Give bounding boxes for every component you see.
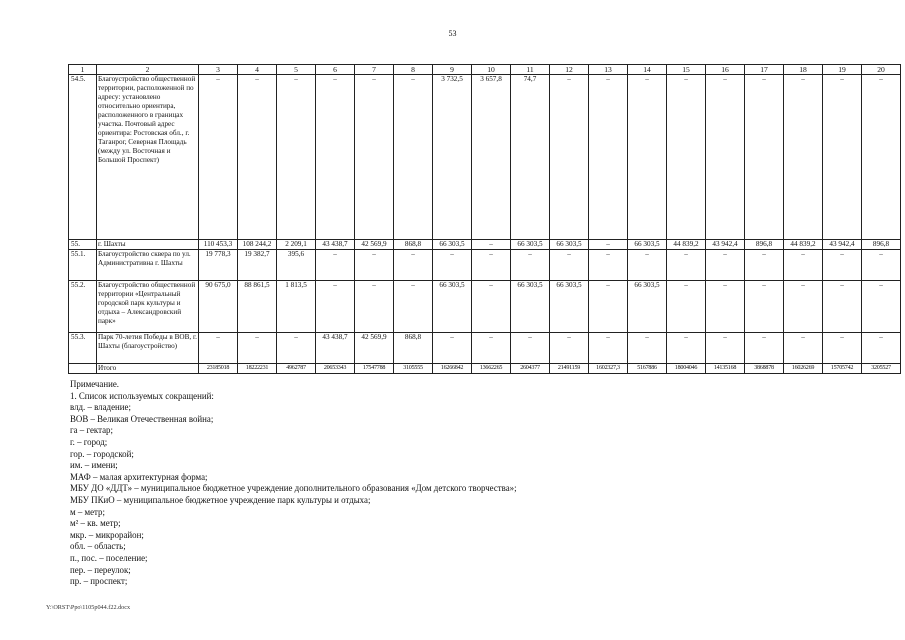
value-cell: – [706,333,745,364]
row-number: 54.5. [69,75,97,240]
note-line: МБУ ПКиО – муниципальное бюджетное учреждение парк культуры и отдыха; [70,494,371,505]
column-number: 4 [238,65,277,75]
note-line: м – метр; [70,506,105,517]
value-cell: – [706,250,745,281]
value-cell: – [784,281,823,333]
column-number: 9 [433,65,472,75]
value-cell: – [706,281,745,333]
column-number: 2 [97,65,199,75]
value-cell: 395,6 [277,250,316,281]
value-cell: 88 861,5 [238,281,277,333]
value-cell: – [550,333,589,364]
value-cell: – [199,333,238,364]
row-number: 55.3. [69,333,97,364]
value-cell: 1602327,3 [589,364,628,374]
value-cell: 14135168 [706,364,745,374]
value-cell: – [862,75,901,240]
value-cell: – [628,75,667,240]
note-line: 1. Список используемых сокращений: [70,390,214,401]
note-line: га – гектар; [70,425,113,436]
object-name: Благоустройство общественной территории, расположенной по адресу: установлено относительно ориентира, расположенного в границах участка. Почтовый адрес ориентира: Ростовская обл., г. Таганрог, Северная Площадь (между ул. Восточная и Большой Проспект) [97,75,199,240]
value-cell: – [862,333,901,364]
value-cell: – [589,281,628,333]
value-cell: – [628,250,667,281]
note-line: мкр. – микрорайон; [70,529,144,540]
table-row [69,75,901,240]
value-cell: – [472,240,511,250]
value-cell: – [589,250,628,281]
column-number: 3 [199,65,238,75]
value-cell: 43 438,7 [316,333,355,364]
value-cell: – [394,250,433,281]
value-cell: 896,8 [745,240,784,250]
notes-section [70,379,850,588]
value-cell: 21491159 [550,364,589,374]
value-cell: 16026269 [784,364,823,374]
value-cell: – [745,250,784,281]
value-cell: 42 569,9 [355,240,394,250]
column-number: 15 [667,65,706,75]
column-number: 6 [316,65,355,75]
value-cell: – [511,250,550,281]
note-line: ВОВ – Великая Отечественная война; [70,413,214,424]
value-cell: – [862,281,901,333]
file-path: Y:\ORST\Ppo\1105p044.f22.docx [46,604,131,611]
table-row [69,333,901,364]
value-cell: – [667,75,706,240]
value-cell: 2604377 [511,364,550,374]
note-line: пер. – переулок; [70,564,131,575]
value-cell: – [550,75,589,240]
object-name: Благоустройство общественной территории «Центральный городской парк культуры и отдыха – Александровский парк» [97,281,199,333]
value-cell: 90 675,0 [199,281,238,333]
value-cell: 868,8 [394,240,433,250]
value-cell: – [589,75,628,240]
row-number: 55. [69,240,97,250]
value-cell: 66 303,5 [550,281,589,333]
value-cell: 15705742 [823,364,862,374]
column-number: 7 [355,65,394,75]
value-cell: 13662265 [472,364,511,374]
column-number: 17 [745,65,784,75]
value-cell: 17547788 [355,364,394,374]
value-cell: – [316,250,355,281]
value-cell: 896,8 [862,240,901,250]
value-cell: – [277,75,316,240]
value-cell: 74,7 [511,75,550,240]
value-cell: – [355,250,394,281]
value-cell: – [316,281,355,333]
value-cell: 1 813,5 [277,281,316,333]
value-cell: 3868878 [745,364,784,374]
column-number: 5 [277,65,316,75]
value-cell: 3 732,5 [433,75,472,240]
value-cell: 20653343 [316,364,355,374]
value-cell: 3105555 [394,364,433,374]
value-cell: 18222231 [238,364,277,374]
column-number: 14 [628,65,667,75]
note-line: пр. – проспект; [70,576,128,587]
row-number [69,364,97,374]
value-cell: 43 942,4 [823,240,862,250]
table-row [69,240,901,250]
value-cell: 66 303,5 [511,240,550,250]
value-cell: 19 778,3 [199,250,238,281]
value-cell: 66 303,5 [433,240,472,250]
value-cell: – [784,250,823,281]
note-line: МАФ – малая архитектурная форма; [70,471,208,482]
column-number: 13 [589,65,628,75]
column-number: 1 [69,65,97,75]
value-cell: – [823,333,862,364]
value-cell: 66 303,5 [433,281,472,333]
value-cell: – [745,75,784,240]
value-cell: – [706,75,745,240]
value-cell: – [472,250,511,281]
column-number: 18 [784,65,823,75]
value-cell: – [667,333,706,364]
value-cell: 2 209,1 [277,240,316,250]
value-cell: – [394,281,433,333]
value-cell: – [745,281,784,333]
value-cell: – [394,75,433,240]
column-number: 8 [394,65,433,75]
value-cell: – [433,250,472,281]
value-cell: – [277,333,316,364]
notes-heading: Примечание. [70,379,119,389]
object-name: Итого [97,364,199,374]
column-number: 20 [862,65,901,75]
page-number: 53 [448,29,457,38]
value-cell: – [472,281,511,333]
value-cell: – [550,250,589,281]
value-cell: 66 303,5 [628,240,667,250]
table-row [69,281,901,333]
value-cell: 43 438,7 [316,240,355,250]
column-number: 10 [472,65,511,75]
value-cell: – [433,333,472,364]
value-cell: – [238,75,277,240]
value-cell: – [238,333,277,364]
value-cell: – [589,240,628,250]
value-cell: – [589,333,628,364]
note-line: влд. – владение; [70,402,131,413]
value-cell: – [784,333,823,364]
value-cell: – [355,281,394,333]
value-cell: 16266842 [433,364,472,374]
value-cell: 66 303,5 [511,281,550,333]
value-cell: 66 303,5 [628,281,667,333]
value-cell: – [667,250,706,281]
value-cell: 66 303,5 [550,240,589,250]
value-cell: – [745,333,784,364]
value-cell: 43 942,4 [706,240,745,250]
table-total-row [69,364,901,374]
column-number: 11 [511,65,550,75]
note-line: г. – город; [70,436,108,447]
object-name: Благоустройство сквера по ул. Административна г. Шахты [97,250,199,281]
value-cell: 110 453,3 [199,240,238,250]
value-cell: 5167886 [628,364,667,374]
column-number: 12 [550,65,589,75]
note-line: им. – имени; [70,460,118,471]
value-cell: 23185018 [199,364,238,374]
table-row [69,250,901,281]
value-cell: – [628,333,667,364]
note-line: гор. – городской; [70,448,134,459]
value-cell: 108 244,2 [238,240,277,250]
value-cell: – [784,75,823,240]
value-cell: – [823,250,862,281]
value-cell: – [823,281,862,333]
column-number: 16 [706,65,745,75]
value-cell: 3 657,8 [472,75,511,240]
note-line: п., пос. – поселение; [70,552,148,563]
value-cell: – [316,75,355,240]
column-number: 19 [823,65,862,75]
table-header-row [69,65,901,75]
row-number: 55.2. [69,281,97,333]
value-cell: – [355,75,394,240]
value-cell: 3205527 [862,364,901,374]
object-name: г. Шахты [97,240,199,250]
object-name: Парк 70-летия Победы в ВОВ, г. Шахты (благоустройство) [97,333,199,364]
value-cell: 19 382,7 [238,250,277,281]
value-cell: 44 839,2 [784,240,823,250]
value-cell: 42 569,9 [355,333,394,364]
value-cell: – [199,75,238,240]
value-cell: 868,8 [394,333,433,364]
value-cell: – [823,75,862,240]
value-cell: 44 839,2 [667,240,706,250]
note-line: м² – кв. метр; [70,518,121,529]
note-line: МБУ ДО «ДДТ» – муниципальное бюджетное учреждение дополнительного образования «Дом детского творчества»; [70,483,517,494]
value-cell: – [862,250,901,281]
value-cell: – [472,333,511,364]
value-cell: – [667,281,706,333]
note-line: обл. – область; [70,541,126,552]
budget-table [68,64,901,374]
value-cell: 18004046 [667,364,706,374]
value-cell: 4962787 [277,364,316,374]
row-number: 55.1. [69,250,97,281]
value-cell: – [511,333,550,364]
